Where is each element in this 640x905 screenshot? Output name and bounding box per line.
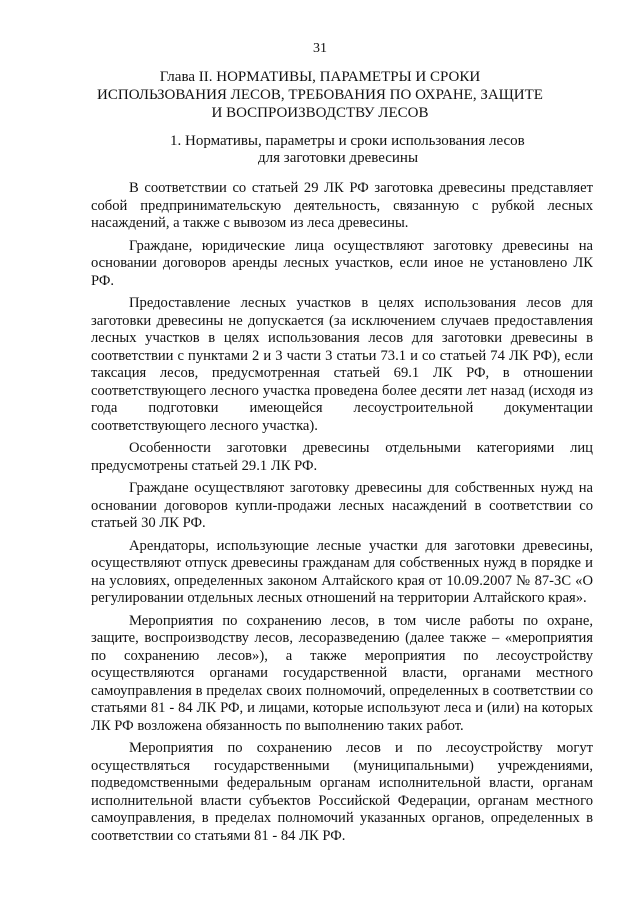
paragraph: Мероприятия по сохранению лесов и по лесоустройству могут осуществляться государственными (муниципальными) учреждениями, подведомственными федеральным органам исполнительной власти, органам исполнительной власти субъектов Российской Федерации, органам местного самоуправления, в пределах полномочий указанных органов, определенных в соответствии со статьями 81 - 84 ЛК РФ.	[91, 740, 593, 844]
paragraph: Мероприятия по сохранению лесов, в том числе работы по охране, защите, воспроизводству лесов, лесоразведению (далее также – «мероприятия по сохранению лесов»), а также мероприятия по лесоустройству осуществляются органами государственной власти, органами местного самоуправления в пределах своих полномочий, определенных в соответствии со статьями 81 - 84 ЛК РФ, и лицами, которые используют леса и (или) на которых ЛК РФ возложена обязанность по выполнению таких работ.	[91, 612, 593, 734]
section-title-line: 1. Нормативы, параметры и сроки использования лесов	[170, 133, 525, 149]
chapter-title-line: И ВОСПРОИЗВОДСТВУ ЛЕСОВ	[211, 105, 429, 121]
section-title	[170, 133, 560, 167]
section-title-line: для заготовки древесины	[258, 150, 419, 166]
page-number: 31	[313, 41, 327, 56]
paragraph: Арендаторы, использующие лесные участки для заготовки древесины, осуществляют отпуск древесины гражданам для собственных нужд в порядке и на условиях, определенных законом Алтайского края от 10.09.2007 № 87-ЗС «О регулировании отдельных лесных отношений на территории Алтайского края».	[91, 537, 593, 606]
paragraph: Граждане, юридические лица осуществляют заготовку древесины на основании договоров аренды лесных участков, если иное не установлено ЛК РФ.	[91, 237, 593, 289]
body-text	[91, 180, 593, 850]
chapter-title	[0, 68, 640, 122]
chapter-title-line: Глава II. НОРМАТИВЫ, ПАРАМЕТРЫ И СРОКИ	[159, 69, 481, 85]
paragraph: Предоставление лесных участков в целях использования лесов для заготовки древесины не допускается (за исключением случаев предоставления лесных участков в целях использования лесов для заготовки древесины в соответствии с пунктами 2 и 3 части 3 статьи 73.1 и со статьей 74 ЛК РФ), если таксация лесов, предусмотренная статьей 69.1 ЛК РФ, в отношении соответствующего лесного участка проведена более десяти лет назад (исходя из года подготовки имеющейся лесоустроительной документации соответствующего лесного участка).	[91, 295, 593, 434]
paragraph: Особенности заготовки древесины отдельными категориями лиц предусмотрены статьей 29.1 ЛК РФ.	[91, 440, 593, 474]
chapter-title-line: ИСПОЛЬЗОВАНИЯ ЛЕСОВ, ТРЕБОВАНИЯ ПО ОХРАНЕ, ЗАЩИТЕ	[97, 87, 543, 103]
paragraph: Граждане осуществляют заготовку древесины для собственных нужд на основании договоров купли-продажи лесных насаждений в соответствии со статьей 30 ЛК РФ.	[91, 480, 593, 531]
paragraph: В соответствии со статьей 29 ЛК РФ заготовка древесины представляет собой предпринимательскую деятельность, связанную с рубкой лесных насаждений, а также с вывозом из леса древесины.	[91, 180, 593, 231]
